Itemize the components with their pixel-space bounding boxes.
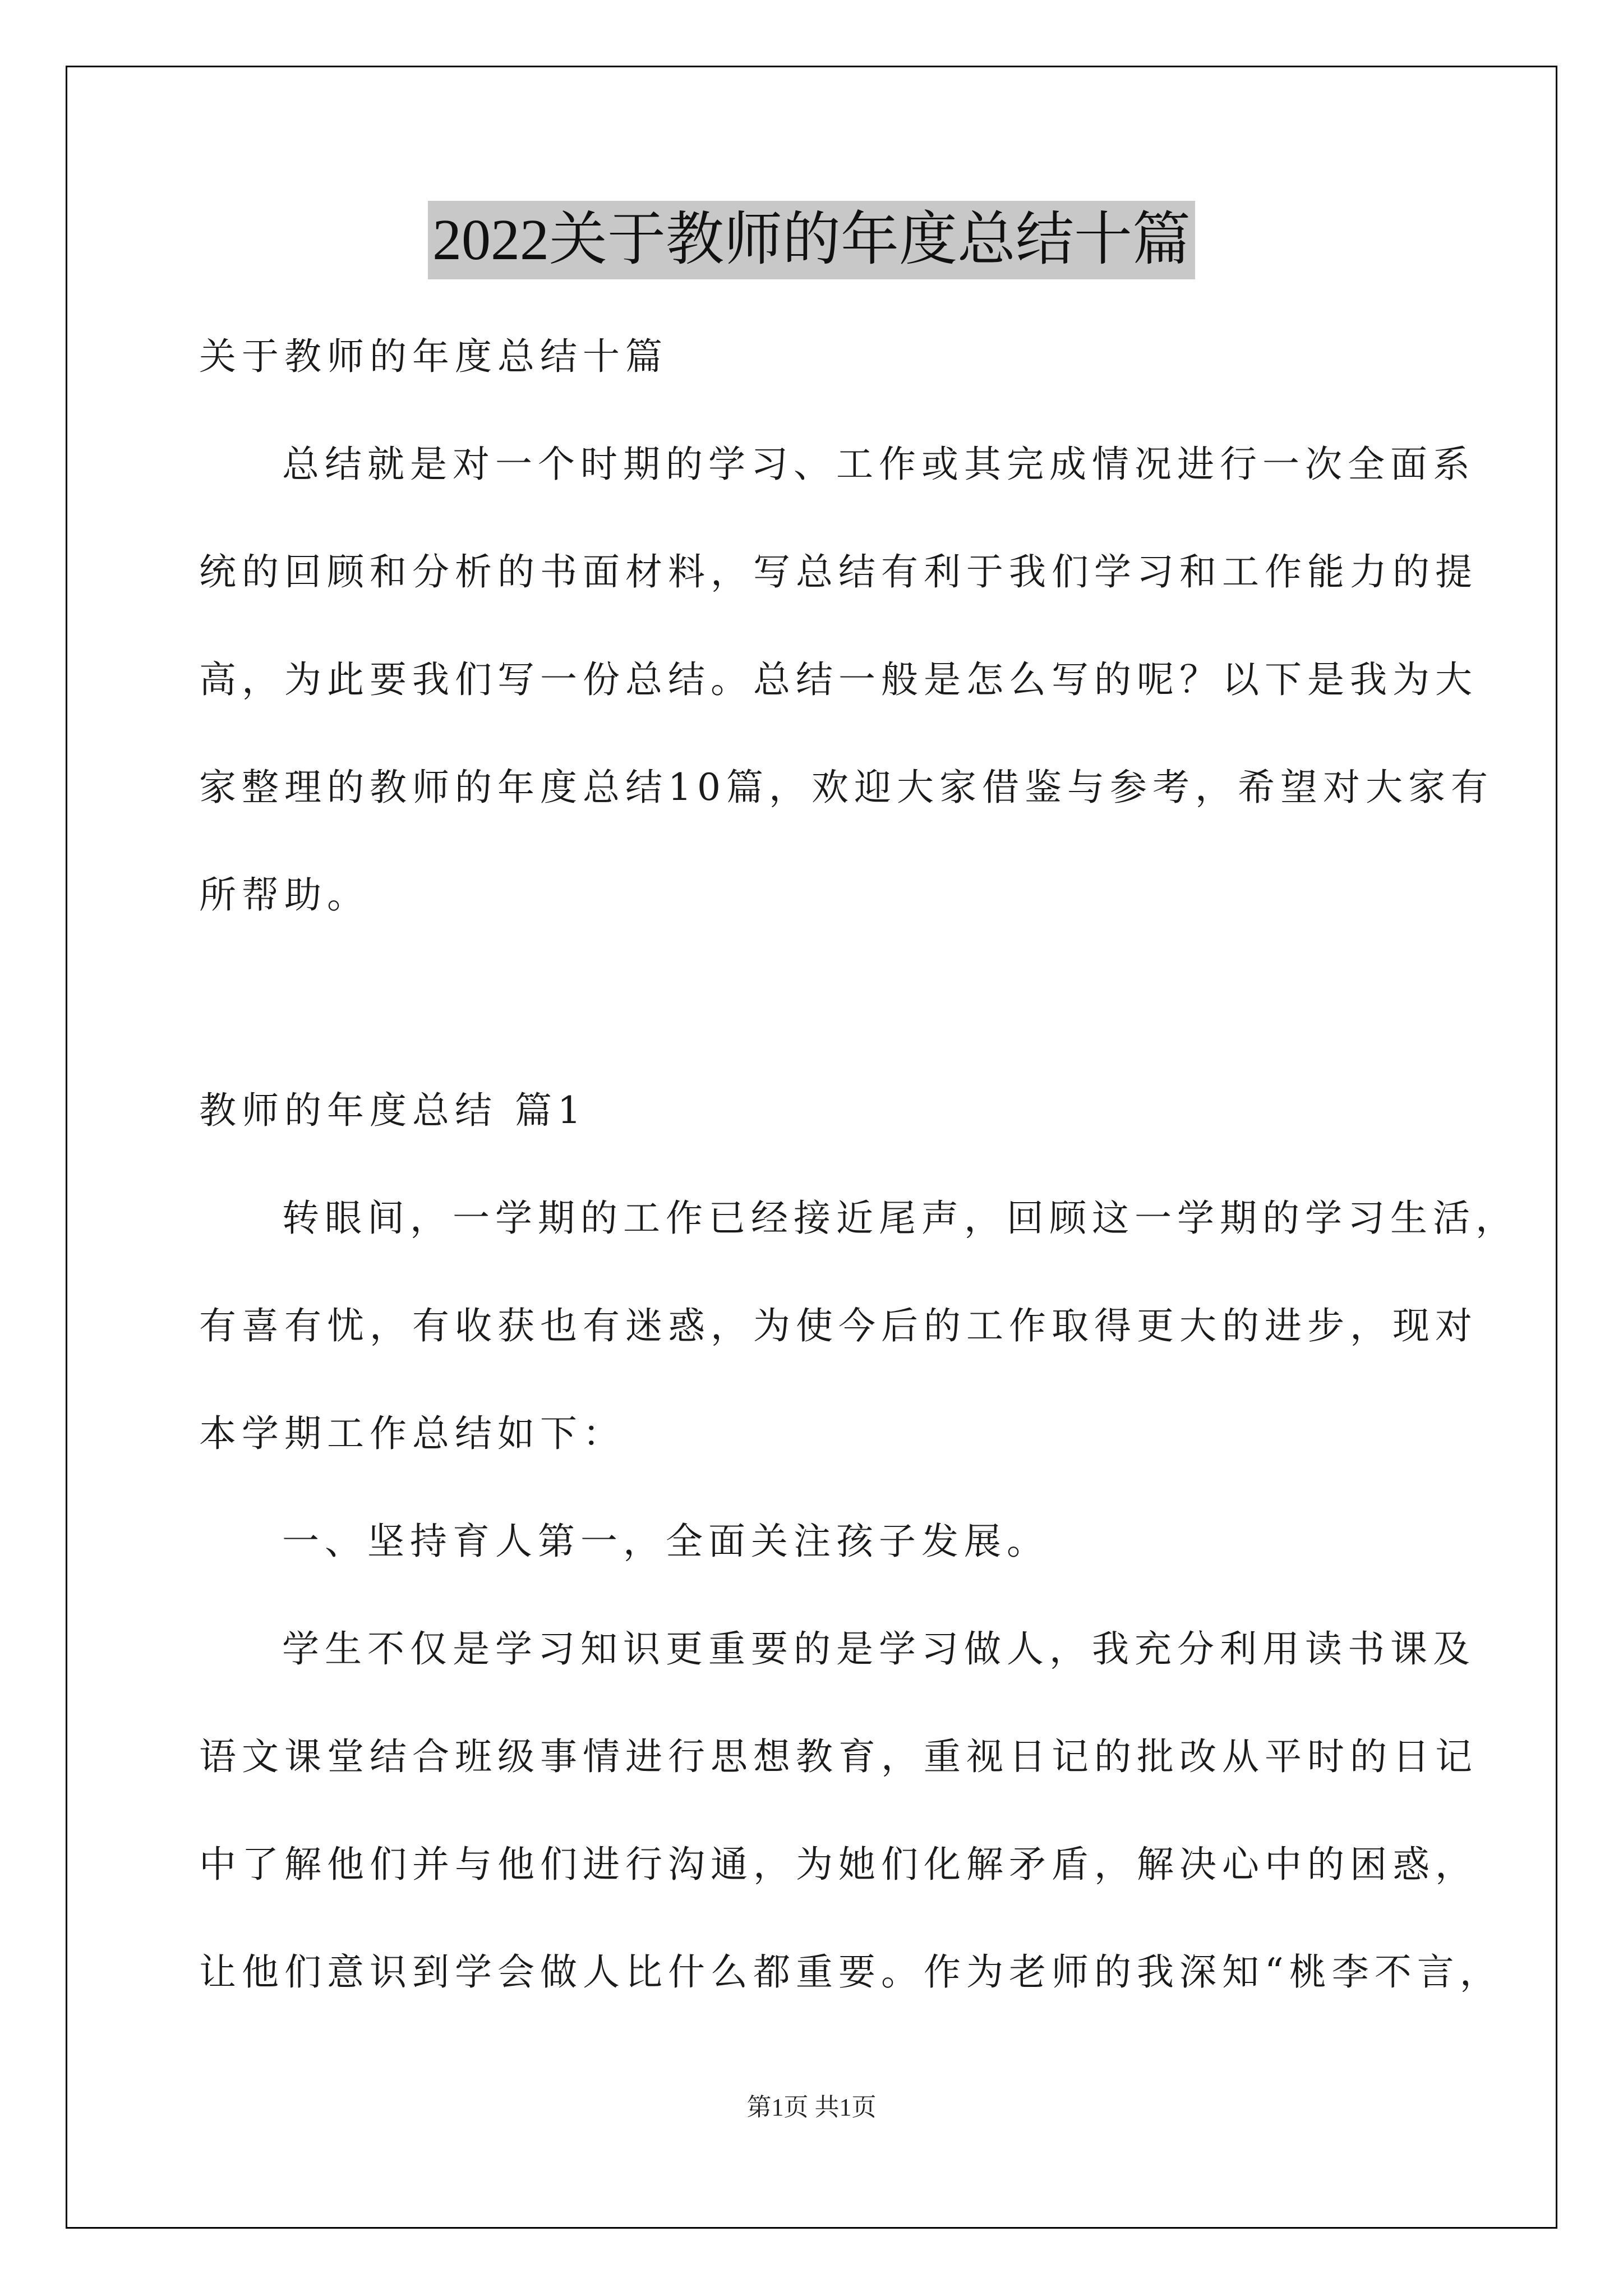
paragraph-line: 语文课堂结合班级事情进行思想教育，重视日记的批改从平时的日记 [199,1735,1478,1778]
paragraph-line: 让他们意识到学会做人比什么都重要。作为老师的我深知“桃李不言， [199,1950,1502,1994]
document-body [199,303,1518,2026]
paragraph-spacer [199,949,1444,1057]
paragraph-line: 中了解他们并与他们进行沟通，为她们化解矛盾，解决心中的困惑， [199,1843,1478,1886]
paragraph-line: 家整理的教师的年度总结10篇，欢迎大家借鉴与参考，希望对大家有 [199,766,1493,809]
paragraph-line: 统的回顾和分析的书面材料，写总结有利于我们学习和工作能力的提 [199,550,1478,593]
paragraph-line: 有喜有忧，有收获也有迷惑，为使今后的工作取得更大的进步，现对 [199,1304,1478,1347]
section-heading: 教师的年度总结 篇1 [199,1089,587,1132]
paragraph-line: 转眼间，一学期的工作已经接近尾声，回顾这一学期的学习生活， [282,1197,1518,1240]
paragraph-line: 高，为此要我们写一份总结。总结一般是怎么写的呢？以下是我为大 [199,658,1478,701]
title-container [0,201,1623,279]
paragraph-line: 所帮助。 [199,873,370,917]
paragraph-line: 一、坚持育人第一，全面关注孩子发展。 [282,1520,1049,1563]
document-title: 2022关于教师的年度总结十篇 [428,201,1195,279]
section-heading: 关于教师的年度总结十篇 [199,335,668,378]
paragraph-line: 学生不仅是学习知识更重要的是学习做人，我充分利用读书课及 [282,1627,1476,1671]
paragraph-line: 总结就是对一个时期的学习、工作或其完成情况进行一次全面系 [282,443,1476,486]
page-number: 第1页 共1页 [746,2093,877,2121]
paragraph-line: 本学期工作总结如下： [199,1412,625,1455]
